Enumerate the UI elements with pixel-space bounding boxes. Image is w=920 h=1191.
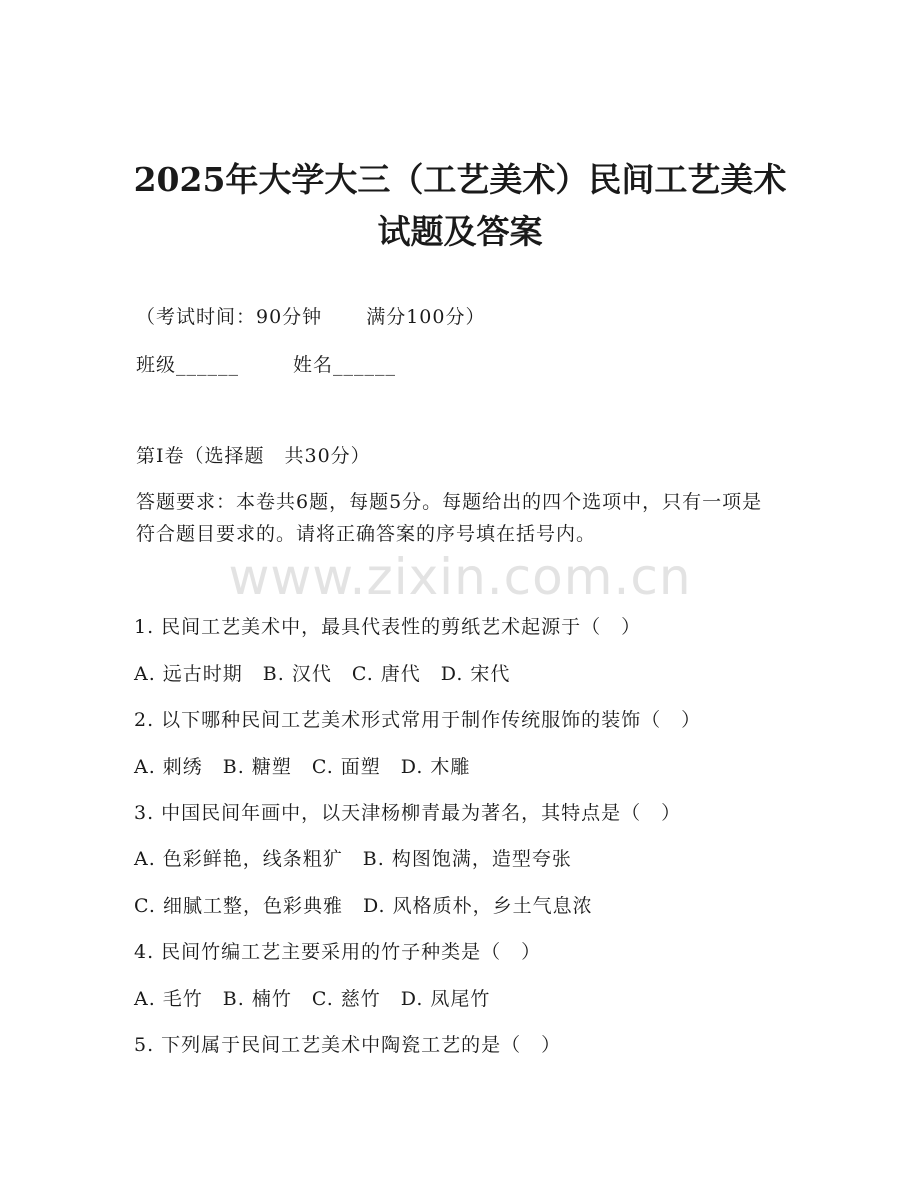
- document-title-line1: 2025年大学大三（工艺美术）民间工艺美术: [133, 160, 787, 199]
- question-2: 2. 以下哪种民间工艺美术形式常用于制作传统服饰的装饰（ ）: [134, 709, 702, 731]
- document-title-line2: 试题及答案: [377, 212, 543, 251]
- student-info: [136, 350, 396, 377]
- full-score: 满分100分）: [366, 306, 486, 328]
- question-1-options: A. 远古时期 B. 汉代 C. 唐代 D. 宋代: [134, 663, 511, 685]
- class-field: 班级______: [136, 354, 240, 376]
- watermark: www.zixin.com.cn: [228, 548, 692, 606]
- exam-info: [136, 302, 485, 329]
- question-2-options: A. 刺绣 B. 糖塑 C. 面塑 D. 木雕: [134, 756, 471, 778]
- answer-requirements: 答题要求：本卷共6题，每题5分。每题给出的四个选项中，只有一项是符合题目要求的。请将正确答案的序号填在括号内。: [136, 491, 763, 545]
- question-4-options: A. 毛竹 B. 楠竹 C. 慈竹 D. 凤尾竹: [134, 988, 491, 1010]
- exam-time: （考试时间：90分钟: [136, 306, 323, 328]
- question-3-options-ab: A. 色彩鲜艳，线条粗犷 B. 构图饱满，造型夸张: [134, 848, 572, 870]
- question-3-options-cd: C. 细腻工整，色彩典雅 D. 风格质朴，乡土气息浓: [134, 895, 593, 917]
- question-3: 3. 中国民间年画中，以天津杨柳青最为著名，其特点是（ ）: [134, 802, 682, 824]
- question-5: 5. 下列属于民间工艺美术中陶瓷工艺的是（ ）: [134, 1034, 562, 1056]
- question-4: 4. 民间竹编工艺主要采用的竹子种类是（ ）: [134, 941, 542, 963]
- name-field: 姓名______: [293, 354, 397, 376]
- question-1: 1. 民间工艺美术中，最具代表性的剪纸艺术起源于（ ）: [134, 616, 642, 638]
- section-title: 第I卷（选择题 共30分）: [136, 445, 371, 467]
